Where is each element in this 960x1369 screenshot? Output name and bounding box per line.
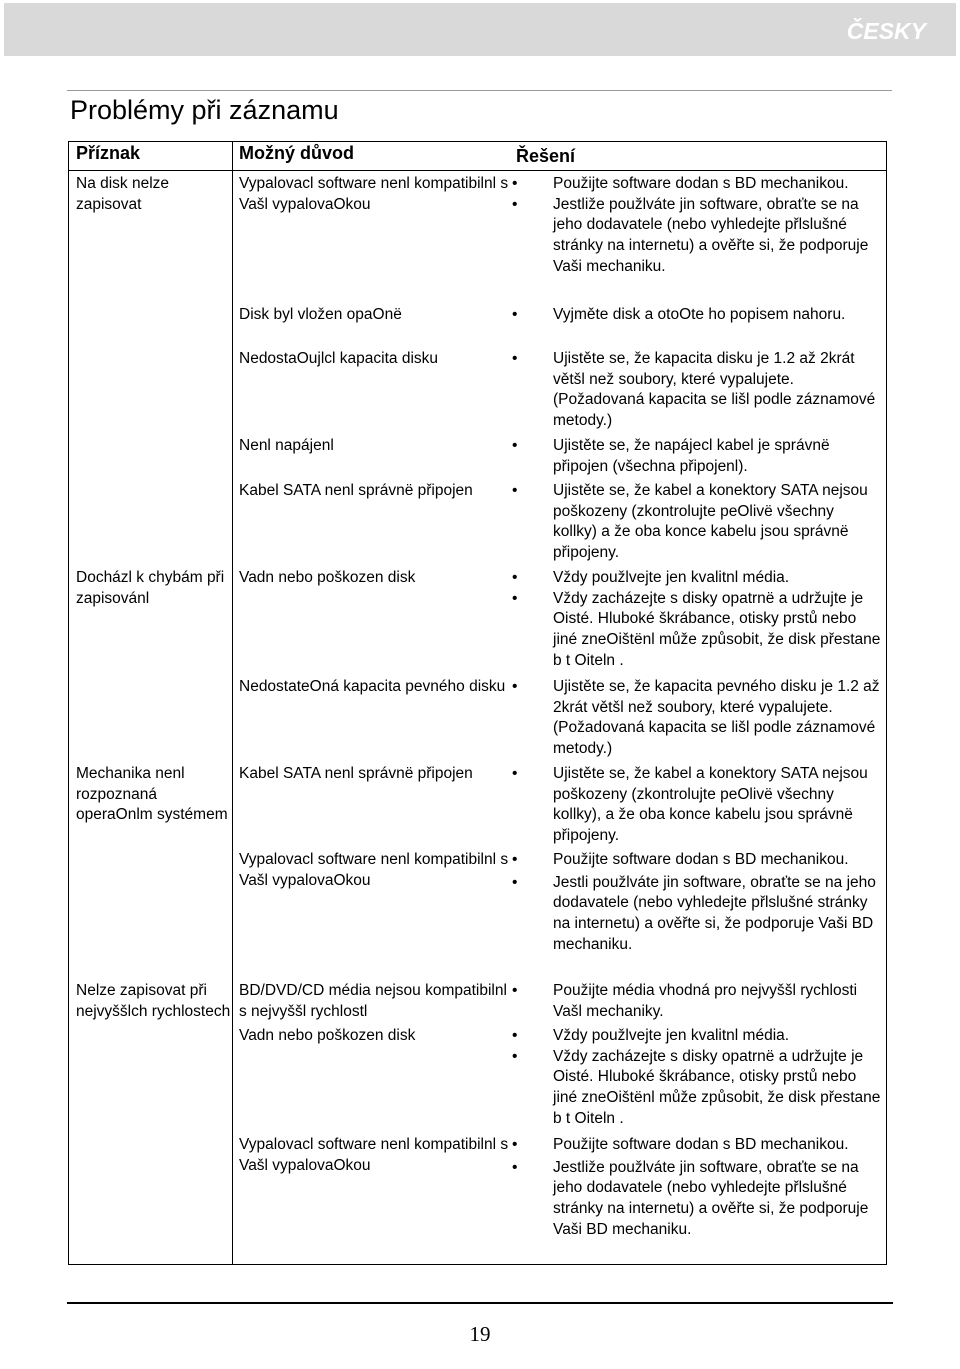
header-divider xyxy=(68,170,887,171)
solution-text: Ujistěte se, že kabel a konektory SATA nejsou poškozeny (zkontrolujte peOlivë všechny kollky) a že oba konce kabelu jsou správnë připojeny. xyxy=(553,482,868,562)
solution-item xyxy=(512,481,882,564)
bullet-icon: • xyxy=(512,873,518,891)
solution-item xyxy=(512,1026,882,1047)
symptom-cell: Nelze zapisovat při nejvyššlch rychlostech xyxy=(76,982,231,1020)
symptom-cell: Mechanika nenl rozpoznaná operaOnlm systémem xyxy=(76,765,228,824)
solution-cell xyxy=(512,764,882,847)
solution-text: Jestliže použlváte jin software, obraťte se na jeho dodavatele (nebo vyhledejte přlslušné stránky na internetu) a ověřte si, že podporuje Vaši BD mechaniku. xyxy=(553,1158,869,1238)
solution-item xyxy=(512,305,882,326)
solution-text: Vždy zacházejte s disky opatrnë a udržujte je Oisté. Hluboké škrábance, otisky prstů nebo jiné zneOištënl může způsobit, že disk přestane b t Oiteln . xyxy=(553,1047,881,1127)
solution-item xyxy=(512,1135,882,1156)
bullet-icon: • xyxy=(512,437,518,454)
bullet-icon: • xyxy=(512,1158,518,1176)
cause-cell: Vypalovacl software nenl kompatibilnl s Vašl vypalovaOkou xyxy=(239,1136,509,1174)
bullet-icon: • xyxy=(512,350,518,367)
footer-rule xyxy=(67,1302,893,1304)
solution-text: Ujistěte se, že kabel a konektory SATA nejsou poškozeny (zkontrolujte peOlivë všechny kollky), a že oba konce kabelu jsou správnë připojeny. xyxy=(553,765,868,845)
page-number: 19 xyxy=(469,1322,491,1346)
solution-cell xyxy=(512,174,882,278)
solution-text: Jestli použlváte jin software, obraťte se na jeho dodavatele (nebo vyhledejte přlslušné stránky na internetu) a ověřte si, že podporuje Vaši BD mechaniku. xyxy=(553,873,876,953)
bullet-icon: • xyxy=(512,306,518,323)
solution-item xyxy=(512,568,882,589)
solution-item xyxy=(512,195,882,278)
symptom-cell: Docházl k chybám při zapisovánl xyxy=(76,569,225,607)
bullet-icon: • xyxy=(512,175,518,192)
solution-text: Vždy zacházejte s disky opatrnë a udržujte je Oisté. Hluboké škrábance, otisky prstů nebo jiné zneOištënl může způsobit, že disk přestane b t Oiteln . xyxy=(553,589,881,669)
cause-cell: NedostateOná kapacita pevného disku xyxy=(239,678,506,695)
solution-text: Vždy použlvejte jen kvalitnl média. xyxy=(553,1027,790,1044)
solution-cell xyxy=(512,1026,882,1130)
bullet-icon: • xyxy=(512,982,518,999)
symptom-cell: Na disk nelze zapisovat xyxy=(76,175,170,213)
cause-cell: BD/DVD/CD média nejsou kompatibilnl s nejvyššl rychlostl xyxy=(239,982,507,1020)
cause-cell: Kabel SATA nenl správnë připojen xyxy=(239,482,473,499)
bullet-icon: • xyxy=(512,589,518,607)
solution-cell xyxy=(512,349,882,432)
solution-item xyxy=(512,174,882,195)
bullet-icon: • xyxy=(512,482,518,499)
header-cause: Možný důvod xyxy=(239,143,354,163)
solution-cell xyxy=(512,981,882,1022)
solution-item xyxy=(512,349,882,432)
header-symptom: Příznak xyxy=(76,143,141,163)
cause-cell: Vypalovacl software nenl kompatibilnl s Vašl vypalovaOkou xyxy=(239,851,509,889)
solution-text: Použijte software dodan s BD mechanikou. xyxy=(553,175,849,192)
solution-item xyxy=(512,850,882,871)
bullet-icon: • xyxy=(512,569,518,586)
solution-text: Použijte software dodan s BD mechanikou. xyxy=(553,851,849,868)
solution-text: Vyjměte disk a otoOte ho popisem nahoru. xyxy=(553,306,846,323)
solution-cell xyxy=(512,677,882,760)
header-bar xyxy=(4,3,956,56)
bullet-icon: • xyxy=(512,1027,518,1044)
title-rule xyxy=(67,90,892,91)
solution-item xyxy=(512,764,882,847)
cause-cell: Disk byl vložen opaOnë xyxy=(239,306,402,323)
cause-cell: Vadn nebo poškozen disk xyxy=(239,1027,416,1044)
bullet-icon: • xyxy=(512,195,518,213)
solution-text: Ujistěte se, že kapacita pevného disku je 1.2 až 2krát většl než soubory, které vypalujete. (Požadovaná kapacita se lišl podle záznamové metody.) xyxy=(553,678,880,758)
solution-item xyxy=(512,1047,882,1130)
bullet-icon: • xyxy=(512,678,518,695)
solution-cell xyxy=(512,305,882,326)
solution-text: Použijte software dodan s BD mechanikou. xyxy=(553,1136,849,1153)
bullet-icon: • xyxy=(512,1047,518,1065)
solution-text: Jestliže použlváte jin software, obraťte se na jeho dodavatele (nebo vyhledejte přlslušné stránky na internetu) a ověřte si, že podporuje Vaši mechaniku. xyxy=(553,195,869,275)
solution-cell xyxy=(512,436,882,477)
solution-item xyxy=(512,436,882,477)
column-divider xyxy=(232,141,233,1265)
page-title: Problémy při záznamu xyxy=(70,95,339,125)
solution-cell xyxy=(512,568,882,672)
language-label: ČESKY xyxy=(846,18,926,44)
bullet-icon: • xyxy=(512,765,518,782)
solution-cell xyxy=(512,1135,882,1241)
solution-item xyxy=(512,981,882,1022)
solution-item xyxy=(512,589,882,672)
cause-cell: Vypalovacl software nenl kompatibilnl s Vašl vypalovaOkou xyxy=(239,175,509,213)
cause-cell: Vadn nebo poškozen disk xyxy=(239,569,416,586)
solution-cell xyxy=(512,481,882,564)
bullet-icon: • xyxy=(512,851,518,868)
cause-cell: Kabel SATA nenl správnë připojen xyxy=(239,765,473,782)
solution-text: Ujistěte se, že napájecl kabel je správnë připojen (všechna připojenl). xyxy=(553,437,830,475)
solution-text: Použijte média vhodná pro nejvyššl rychlosti Vašl mechaniky. xyxy=(553,982,858,1020)
solution-item xyxy=(512,873,882,956)
solution-text: Ujistěte se, že kapacita disku je 1.2 až 2krát většl než soubory, které vypalujete. (Požadovaná kapacita se lišl podle záznamové metody.) xyxy=(553,350,876,430)
cause-cell: NedostaOujlcl kapacita disku xyxy=(239,350,439,367)
cause-cell: Nenl napájenl xyxy=(239,437,334,454)
solution-cell xyxy=(512,850,882,956)
solution-text: Vždy použlvejte jen kvalitnl média. xyxy=(553,569,790,586)
solution-item xyxy=(512,677,882,760)
solution-item xyxy=(512,1158,882,1241)
header-solution: Řešení xyxy=(516,146,576,166)
bullet-icon: • xyxy=(512,1136,518,1153)
